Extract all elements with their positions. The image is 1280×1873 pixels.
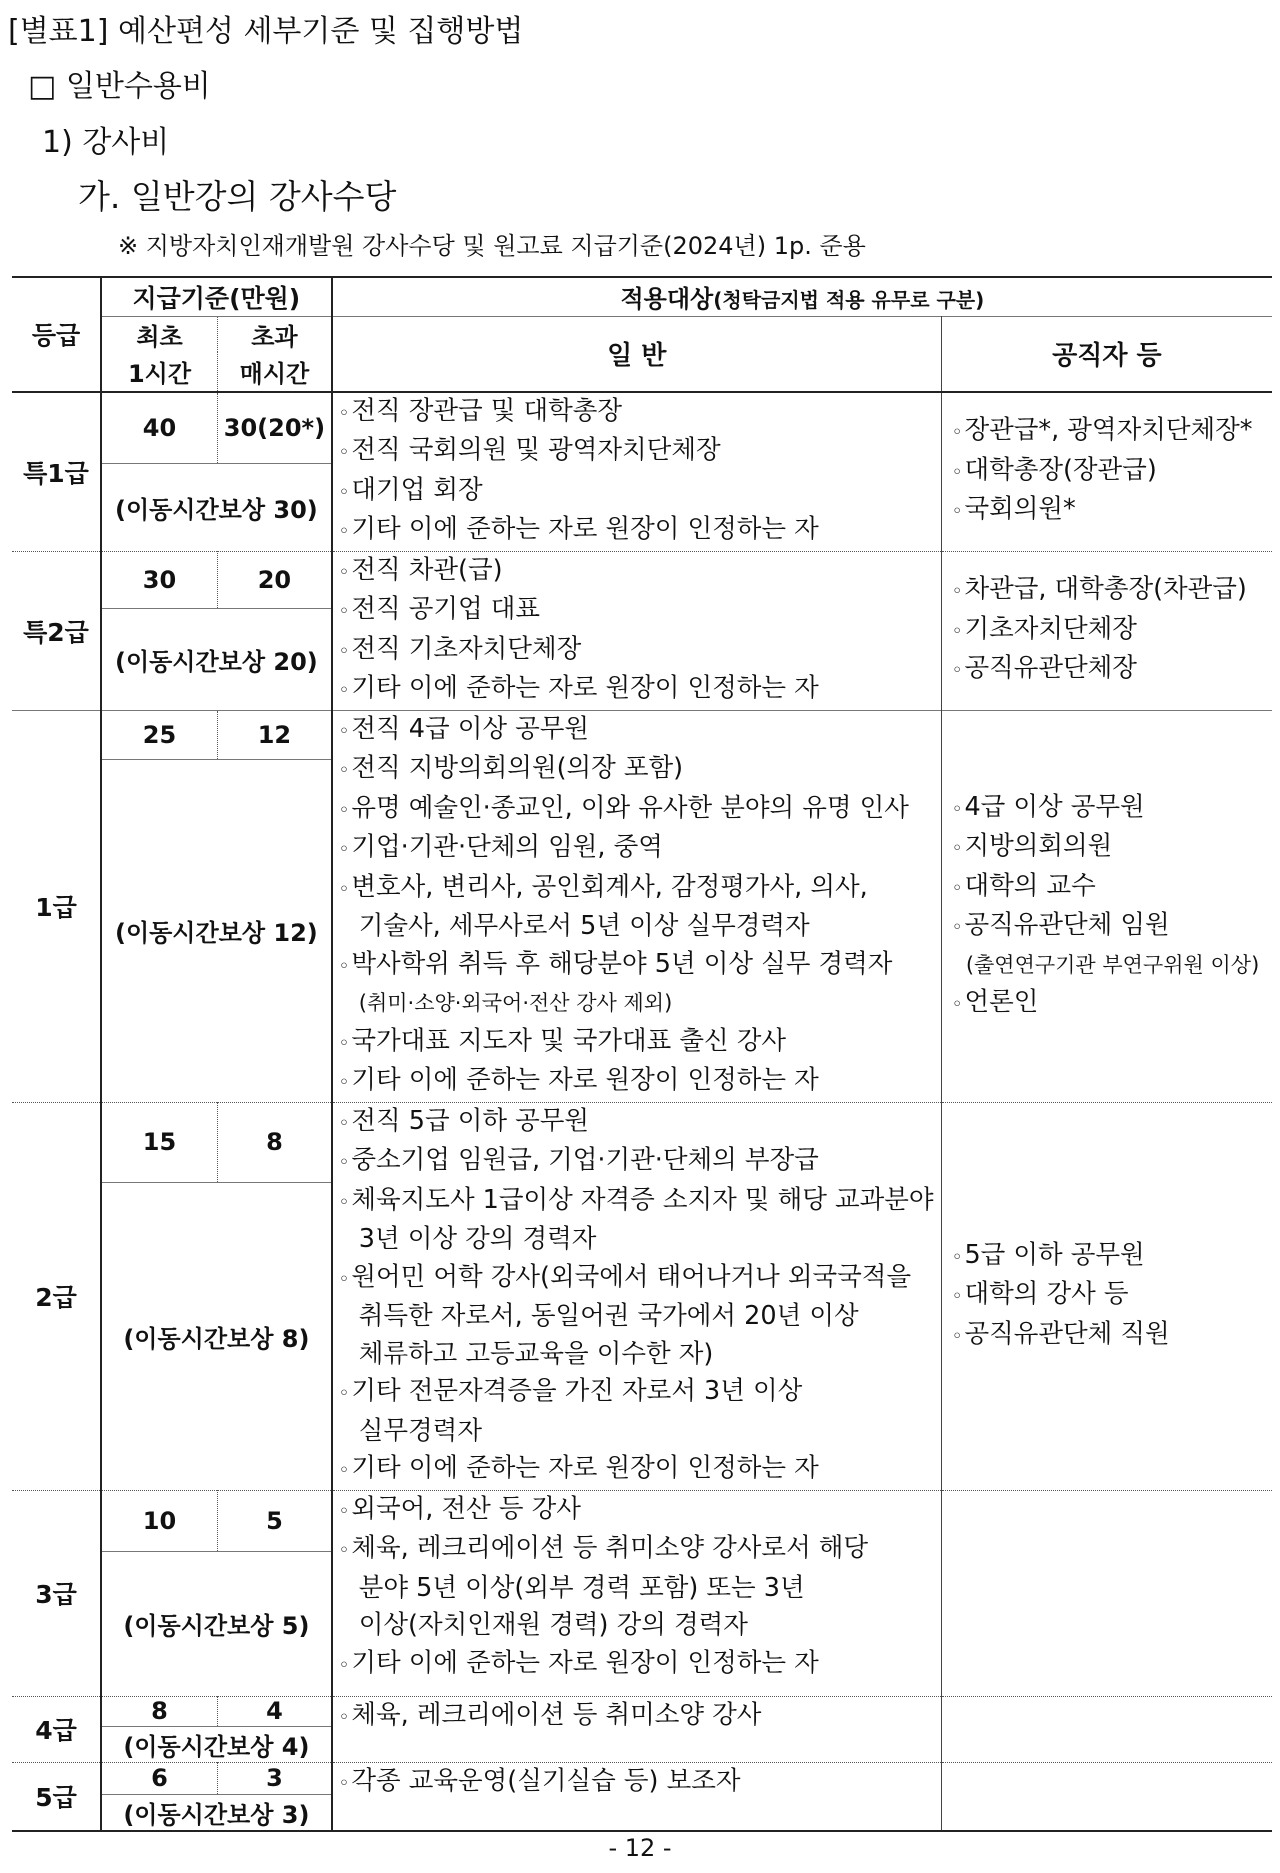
public-target-line: ◦ 공직유관단체 직원 [952,1316,1272,1356]
general-target-line: 취득한 자로서, 동일어권 국가에서 20년 이상 [358,1301,859,1331]
grade-row [12,710,1272,759]
grade-row [12,1102,1272,1183]
reference-note: ※ 지방자치인재개발원 강사수당 및 원고료 지급기준(2024년) 1p. 준용 [118,232,866,260]
general-target-line: 3년 이상 강의 경력자 [358,1224,597,1254]
general-target-line: ◦ 체육, 레크리에이션 등 취미소양 강사로서 해당 [339,1530,941,1570]
public-official-targets [941,1696,1272,1762]
general-target-line: ◦ 전직 국회의원 및 광역자치단체장 [339,432,941,472]
public-official-targets [941,551,1272,710]
general-target-line: ◦ 외국어, 전산 등 강사 [339,1491,941,1531]
extra-hour-fee: 8 [218,1102,332,1183]
public-target-line: ◦ 공직유관단체 임원 [952,907,1272,947]
general-target-line: ◦ 전직 공기업 대표 [339,591,941,631]
grade-cell: 4급 [12,1696,101,1762]
general-targets [332,551,942,710]
travel-time-compensation: (이동시간보상 20) [101,608,332,710]
general-targets [332,392,942,552]
general-targets [332,710,942,1102]
first-hour-header-bottom: 1시간 [101,352,218,392]
general-target-line: ◦ 중소기업 임원급, 기업·기관·단체의 부장급 [339,1142,941,1182]
public-official-targets [941,1102,1272,1490]
general-target-line: ◦ 기타 이에 준하는 자로 원장이 인정하는 자 [339,1062,941,1102]
extra-hour-header-bottom: 매시간 [218,352,332,392]
header-row-1 [12,277,1272,316]
general-targets [332,1490,942,1696]
public-official-targets [941,1762,1272,1831]
grade-row [12,1696,1272,1726]
target-header-note: (청탁금지법 적용 유무로 구분) [713,288,985,313]
general-target-line: ◦ 원어민 어학 강사(외국에서 태어나거나 외국국적을 [339,1259,941,1299]
grade-header: 등급 [12,277,101,392]
target-header [332,277,1272,316]
general-target-line: 이상(자치인재원 경력) 강의 경력자 [358,1610,748,1640]
public-official-targets [941,392,1272,552]
page-number: - 12 - [608,1834,672,1862]
public-target-line: ◦ 언론인 [952,984,1272,1024]
general-target-line: (취미·소양·외국어·전산 강사 제외) [358,991,673,1015]
first-hour-fee: 6 [101,1762,218,1794]
item-title: 가. 일반강의 강사수당 [78,177,397,216]
grade-cell: 2급 [12,1102,101,1490]
travel-time-compensation: (이동시간보상 8) [101,1183,332,1490]
general-targets [332,1696,942,1762]
extra-hour-fee: 20 [218,551,332,608]
general-target-line: ◦ 각종 교육운영(실기실습 등) 보조자 [339,1763,941,1803]
section-title: □ 일반수용비 [28,69,211,104]
public-official-targets [941,1490,1272,1696]
first-hour-header-top: 최초 [101,316,218,352]
extra-hour-fee: 5 [218,1490,332,1551]
general-target-line: ◦ 기타 이에 준하는 자로 원장이 인정하는 자 [339,1450,941,1490]
travel-time-compensation: (이동시간보상 12) [101,759,332,1102]
lecturer-fee-table [12,276,1272,1832]
public-target-line: ◦ 국회의원* [952,491,1272,531]
extra-hour-fee: 3 [218,1762,332,1794]
public-target-line: ◦ 장관급*, 광역자치단체장* [952,412,1272,452]
extra-hour-fee: 12 [218,710,332,759]
general-target-line: ◦ 유명 예술인·종교인, 이와 유사한 분야의 유명 인사 [339,790,941,830]
public-header: 공직자 등 [941,316,1272,392]
general-target-line: ◦ 기타 이에 준하는 자로 원장이 인정하는 자 [339,511,941,551]
general-targets [332,1762,942,1831]
general-target-line: ◦ 전직 지방의회의원(의장 포함) [339,750,941,790]
first-hour-fee: 40 [101,392,218,464]
grade-row [12,1490,1272,1551]
general-targets [332,1102,942,1490]
extra-hour-fee: 4 [218,1696,332,1726]
general-target-line: ◦ 기타 이에 준하는 자로 원장이 인정하는 자 [339,1645,941,1685]
grade-row [12,392,1272,464]
grade-cell: 5급 [12,1762,101,1831]
general-target-line: ◦ 전직 4급 이상 공무원 [339,711,941,751]
public-target-line: ◦ 대학의 강사 등 [952,1276,1272,1316]
travel-time-compensation: (이동시간보상 4) [101,1726,332,1762]
header-row-2 [12,316,1272,352]
grade-row [12,551,1272,608]
public-target-line: ◦ 기초자치단체장 [952,611,1272,651]
grade-row [12,1762,1272,1794]
general-target-line: ◦ 기타 전문자격증을 가진 자로서 3년 이상 [339,1373,941,1413]
public-target-line: ◦ 4급 이상 공무원 [952,789,1272,829]
public-target-line: ◦ 5급 이하 공무원 [952,1237,1272,1277]
general-target-line: ◦ 박사학위 취득 후 해당분야 5년 이상 실무 경력자 [339,946,941,986]
general-target-line: ◦ 체육지도사 1급이상 자격증 소지자 및 해당 교과분야 [339,1182,941,1222]
general-header: 일 반 [332,316,942,392]
travel-time-compensation: (이동시간보상 30) [101,463,332,551]
grade-cell: 1급 [12,710,101,1102]
first-hour-fee: 8 [101,1696,218,1726]
general-target-line: ◦ 전직 장관급 및 대학총장 [339,393,941,433]
general-target-line: 실무경력자 [358,1415,482,1446]
extra-hour-header-top: 초과 [218,316,332,352]
grade-cell: 3급 [12,1490,101,1696]
first-hour-fee: 30 [101,551,218,608]
general-target-line: ◦ 전직 5급 이하 공무원 [339,1103,941,1143]
general-target-line: ◦ 체육, 레크리에이션 등 취미소양 강사 [339,1697,941,1737]
first-hour-fee: 25 [101,710,218,759]
general-target-line: 체류하고 고등교육을 이수한 자) [358,1338,714,1369]
public-target-line: ◦ 대학총장(장관급) [952,452,1272,492]
general-target-line: ◦ 전직 차관(급) [339,552,941,592]
public-target-line: (출연연구기관 부연구위원 이상) [965,952,1260,977]
general-target-line: ◦ 변호사, 변리사, 공인회계사, 감정평가사, 의사, [339,869,941,909]
annex-title: [별표1] 예산편성 세부기준 및 집행방법 [8,14,524,49]
public-target-line: ◦ 차관급, 대학총장(차관급) [952,571,1272,611]
public-official-targets [941,710,1272,1102]
public-target-line: ◦ 공직유관단체장 [952,650,1272,690]
pay-header: 지급기준(만원) [101,277,332,316]
general-target-line: ◦ 기업·기관·단체의 임원, 중역 [339,829,941,869]
travel-time-compensation: (이동시간보상 5) [101,1551,332,1696]
grade-cell: 특2급 [12,551,101,710]
general-target-line: ◦ 기타 이에 준하는 자로 원장이 인정하는 자 [339,670,941,710]
general-target-line: ◦ 국가대표 지도자 및 국가대표 출신 강사 [339,1023,941,1063]
general-target-line: ◦ 대기업 회장 [339,472,941,512]
grade-cell: 특1급 [12,392,101,552]
target-header-label: 적용대상 [620,285,714,314]
general-target-line: ◦ 전직 기초자치단체장 [339,631,941,671]
general-target-line: 분야 5년 이상(외부 경력 포함) 또는 3년 [358,1572,805,1603]
travel-time-compensation: (이동시간보상 3) [101,1794,332,1831]
public-target-line: ◦ 대학의 교수 [952,868,1272,908]
general-target-line: 기술사, 세무사로서 5년 이상 실무경력자 [358,911,810,941]
subsection-title: 1) 강사비 [42,125,170,160]
public-target-line: ◦ 지방의회의원 [952,828,1272,868]
first-hour-fee: 10 [101,1490,218,1551]
first-hour-fee: 15 [101,1102,218,1183]
extra-hour-fee: 30(20*) [218,392,332,464]
